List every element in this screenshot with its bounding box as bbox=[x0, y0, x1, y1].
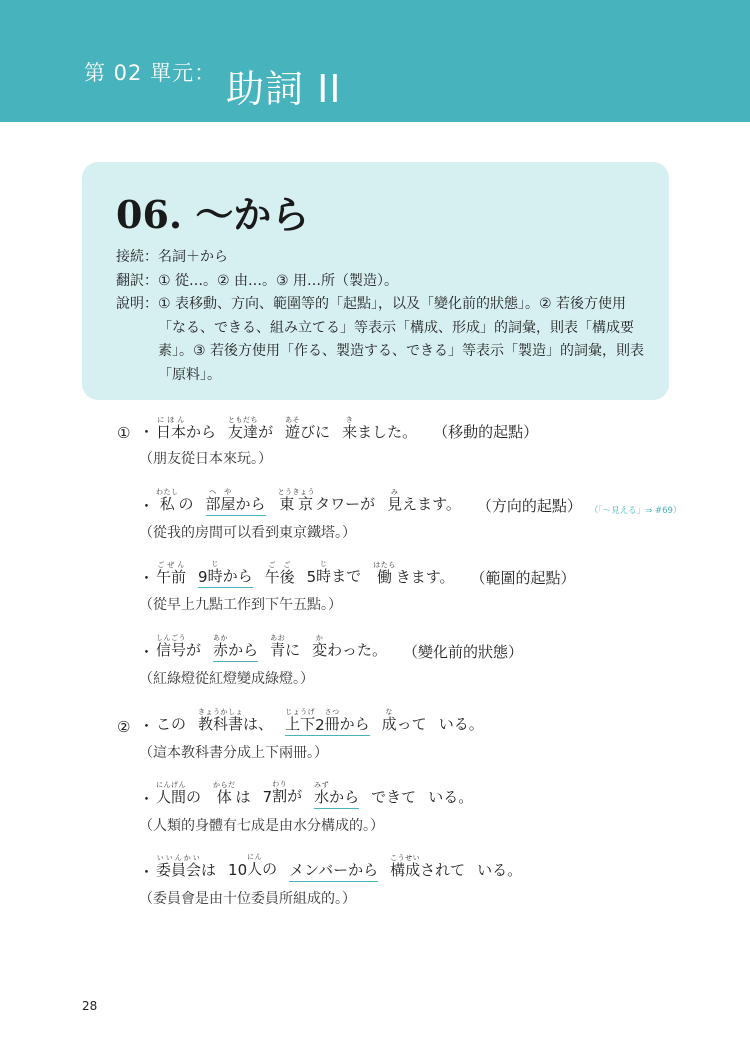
example-note: （變化前的狀態） bbox=[402, 643, 523, 661]
example-marker: ① bbox=[117, 424, 131, 442]
furigana-word: 信号しんごう bbox=[156, 634, 187, 659]
example-note: （移動的起點） bbox=[433, 423, 539, 441]
phrase bbox=[390, 854, 465, 880]
phrase-text: きます。 bbox=[395, 568, 455, 586]
phrase-text: の bbox=[178, 495, 194, 513]
example-segments bbox=[156, 708, 496, 736]
furigana-reading: ごご bbox=[264, 561, 295, 569]
phrase bbox=[265, 561, 295, 587]
furigana-reading: からだ bbox=[213, 781, 236, 789]
phrase bbox=[382, 708, 427, 734]
furigana-word: 委員会いいんかい bbox=[156, 854, 202, 879]
phrase bbox=[285, 416, 330, 442]
example-segments bbox=[156, 634, 399, 662]
furigana-reading: さつ bbox=[324, 708, 340, 716]
furigana-word: 午前ごぜん bbox=[156, 561, 187, 586]
phrase bbox=[156, 416, 216, 442]
phrase bbox=[156, 561, 186, 587]
phrase-text: 7 bbox=[262, 788, 273, 806]
unit-label: 第 02 單元： bbox=[84, 61, 217, 85]
furigana-word: 人間にんげん bbox=[156, 781, 187, 806]
phrase bbox=[156, 634, 201, 660]
grammar-info bbox=[116, 246, 646, 387]
example-japanese bbox=[117, 630, 677, 662]
furigana-word: 日本にほん bbox=[156, 416, 187, 441]
cross-reference: （「～見える」⇒ #69） bbox=[589, 506, 682, 516]
example-segments bbox=[156, 488, 473, 516]
example-1 bbox=[117, 410, 677, 468]
furigana-reading: き bbox=[342, 416, 358, 424]
phrase-text: 9 bbox=[198, 568, 208, 586]
bullet: ・ bbox=[139, 863, 155, 881]
example-japanese bbox=[117, 410, 677, 442]
example-5 bbox=[117, 704, 677, 762]
phrase-text: いる。 bbox=[428, 788, 474, 806]
phrase-text: えます。 bbox=[402, 495, 461, 513]
example-japanese bbox=[117, 850, 677, 882]
phrase-text: いる。 bbox=[438, 715, 484, 733]
translation-row bbox=[116, 270, 646, 294]
phrase bbox=[156, 781, 201, 807]
furigana-reading: じ bbox=[207, 560, 223, 568]
furigana-reading: わたし bbox=[156, 488, 179, 496]
furigana-word: 教科書きょうかしょ bbox=[198, 708, 244, 733]
furigana-reading: きょうかしょ bbox=[198, 708, 244, 716]
grammar-box bbox=[82, 162, 669, 400]
phrase bbox=[439, 713, 484, 734]
example-segments bbox=[156, 853, 534, 882]
phrase bbox=[387, 488, 461, 514]
furigana-reading: ともだち bbox=[228, 416, 259, 424]
connection-label: 接続： bbox=[116, 249, 158, 265]
phrase-text: の bbox=[186, 788, 202, 806]
furigana-word: 構成こうせい bbox=[390, 854, 421, 879]
phrase bbox=[228, 853, 277, 879]
furigana-reading: あか bbox=[213, 634, 229, 642]
furigana-reading: こうせい bbox=[390, 854, 421, 862]
bullet: ・ bbox=[139, 790, 155, 808]
highlighted-phrase bbox=[198, 560, 253, 588]
furigana-word: 人にん bbox=[247, 853, 263, 878]
example-note: （方向的起點） bbox=[476, 497, 582, 515]
phrase-text: から bbox=[339, 715, 370, 733]
furigana-reading: しんごう bbox=[156, 634, 187, 642]
highlighted-phrase bbox=[206, 488, 266, 516]
furigana-word: 働はたら bbox=[373, 561, 396, 586]
phrase bbox=[263, 780, 303, 806]
furigana-word: 私わたし bbox=[156, 488, 179, 513]
example-japanese bbox=[117, 704, 677, 736]
phrase-text: この bbox=[156, 715, 187, 733]
furigana-reading: にんげん bbox=[156, 781, 187, 789]
phrase-text: って bbox=[396, 715, 427, 733]
example-6 bbox=[117, 777, 677, 835]
furigana-word: 友達ともだち bbox=[228, 416, 259, 441]
example-7 bbox=[117, 850, 677, 908]
phrase bbox=[156, 488, 194, 514]
example-translation: （紅綠燈從紅燈變成綠燈。） bbox=[139, 671, 314, 687]
furigana-reading: じ bbox=[316, 560, 332, 568]
furigana-reading: はたら bbox=[373, 561, 396, 569]
phrase bbox=[198, 708, 273, 734]
phrase-text: から bbox=[329, 788, 360, 806]
example-translation: （朋友從日本來玩。） bbox=[139, 451, 272, 467]
bullet: ・ bbox=[139, 643, 155, 661]
connection-text: 名詞＋から bbox=[158, 249, 228, 265]
example-translation: （人類的身體有七成是由水分構成的。） bbox=[139, 818, 384, 834]
phrase-text: タワーが bbox=[315, 495, 376, 513]
phrase bbox=[228, 416, 273, 442]
example-japanese bbox=[117, 556, 677, 588]
furigana-reading: あお bbox=[270, 634, 286, 642]
phrase-text: できて bbox=[371, 788, 417, 806]
furigana-reading: み bbox=[387, 488, 403, 496]
furigana-reading: いいんかい bbox=[156, 854, 202, 862]
furigana-word: 見み bbox=[387, 488, 403, 513]
bullet: ・ bbox=[139, 423, 155, 441]
highlighted-phrase bbox=[285, 708, 370, 736]
connection-row bbox=[116, 246, 646, 270]
furigana-word: 上下じょうげ bbox=[285, 708, 316, 733]
example-marker: ② bbox=[117, 718, 131, 736]
bullet: ・ bbox=[139, 717, 155, 735]
phrase bbox=[213, 781, 251, 807]
bullet: ・ bbox=[139, 497, 155, 515]
phrase-text: は bbox=[235, 788, 251, 806]
phrase-text: されて bbox=[420, 861, 466, 879]
explanation-row bbox=[116, 293, 646, 387]
phrase-text: が bbox=[186, 641, 202, 659]
furigana-word: 東京とうきょう bbox=[277, 488, 316, 513]
furigana-word: 変か bbox=[312, 634, 328, 659]
furigana-word: 割わり bbox=[272, 780, 288, 805]
phrase bbox=[373, 561, 454, 587]
highlighted-phrase bbox=[314, 781, 359, 809]
furigana-reading: わり bbox=[272, 780, 288, 788]
phrase-text: まで bbox=[331, 567, 362, 585]
phrase-text: わった。 bbox=[327, 641, 387, 659]
furigana-reading: へや bbox=[205, 488, 236, 496]
phrase bbox=[428, 786, 473, 807]
explanation-label: 說明： bbox=[116, 296, 158, 312]
phrase bbox=[278, 488, 376, 514]
phrase-text: に bbox=[285, 641, 301, 659]
phrase-text: は bbox=[201, 861, 217, 879]
phrase-text: から bbox=[222, 567, 253, 585]
unit-title: 助詞 II bbox=[226, 67, 342, 111]
phrase-text: が bbox=[287, 787, 303, 805]
phrase bbox=[342, 416, 417, 442]
phrase-text: いる。 bbox=[477, 861, 523, 879]
phrase-text: びに bbox=[300, 423, 331, 441]
furigana-reading: あそ bbox=[285, 416, 301, 424]
pattern-title: 06. ～から bbox=[116, 192, 310, 237]
phrase bbox=[312, 634, 387, 660]
highlighted-phrase bbox=[289, 859, 378, 882]
header-band bbox=[0, 0, 750, 122]
furigana-word: 赤あか bbox=[213, 634, 229, 659]
example-japanese bbox=[117, 777, 677, 809]
furigana-reading: か bbox=[312, 634, 328, 642]
furigana-reading: にほん bbox=[156, 416, 187, 424]
furigana-word: 水みず bbox=[314, 781, 330, 806]
example-4 bbox=[117, 630, 677, 688]
phrase-text: が bbox=[258, 423, 274, 441]
phrase-text: から bbox=[228, 641, 259, 659]
furigana-reading: にん bbox=[247, 853, 263, 861]
phrase bbox=[307, 560, 362, 586]
translation-text: ① 從…。② 由…。③ 用…所（製造）。 bbox=[158, 272, 399, 289]
phrase-text: ました。 bbox=[357, 423, 418, 441]
furigana-word: 時じ bbox=[316, 560, 332, 585]
furigana-word: 青あお bbox=[270, 634, 286, 659]
example-segments bbox=[156, 560, 467, 588]
furigana-word: 体からだ bbox=[213, 781, 236, 806]
example-translation: （從早上九點工作到下午五點。） bbox=[139, 597, 342, 613]
example-translation: （從我的房間可以看到東京鐵塔。） bbox=[139, 525, 356, 541]
phrase bbox=[156, 854, 216, 880]
furigana-reading: とうきょう bbox=[277, 488, 316, 496]
explanation-text: ① 表移動、方向、範圍等的「起點」，以及「變化前的狀態」。② 若後方使用「なる、できる、組み立てる」等表示「構成、形成」的詞彙，則表「構成要素」。③ 若後方使用「作る、製造する、できる」等表示「製造」的詞彙，則表「原料」。 bbox=[158, 296, 644, 383]
furigana-reading: じょうげ bbox=[285, 708, 316, 716]
example-japanese bbox=[117, 484, 682, 516]
example-segments bbox=[156, 416, 429, 442]
furigana-word: 成な bbox=[381, 708, 397, 733]
furigana-reading: みず bbox=[314, 781, 330, 789]
phrase-text: は、 bbox=[243, 715, 274, 733]
translation-label: 翻訳： bbox=[116, 272, 158, 289]
phrase-text: 5 bbox=[306, 568, 317, 586]
furigana-word: 遊あそ bbox=[285, 416, 301, 441]
phrase-text: から bbox=[186, 423, 217, 441]
phrase-text: から bbox=[235, 495, 266, 513]
furigana-word: 時じ bbox=[207, 560, 223, 585]
example-translation: （這本教科書分成上下兩冊。） bbox=[139, 745, 328, 761]
phrase bbox=[156, 713, 186, 734]
furigana-reading: ごぜん bbox=[156, 561, 187, 569]
furigana-word: 午後ごご bbox=[264, 561, 295, 586]
example-segments bbox=[156, 780, 485, 809]
example-note: （範圍的起點） bbox=[470, 569, 576, 587]
phrase bbox=[477, 859, 522, 880]
furigana-word: 部屋へや bbox=[205, 488, 236, 513]
furigana-word: 来き bbox=[342, 416, 358, 441]
phrase bbox=[270, 634, 300, 660]
phrase bbox=[371, 786, 416, 807]
furigana-reading: な bbox=[381, 708, 397, 716]
phrase-text: 2 bbox=[315, 716, 325, 734]
phrase-text: 10 bbox=[228, 861, 248, 879]
furigana-word: 冊さつ bbox=[324, 708, 340, 733]
example-3 bbox=[117, 556, 677, 614]
example-translation: （委員會是由十位委員所組成的。） bbox=[139, 891, 356, 907]
phrase-text: メンバーから bbox=[289, 861, 379, 879]
phrase-text: の bbox=[262, 860, 278, 878]
example-2 bbox=[117, 484, 682, 542]
bullet: ・ bbox=[139, 569, 155, 587]
highlighted-phrase bbox=[213, 634, 258, 662]
page-number: 28 bbox=[82, 999, 98, 1013]
